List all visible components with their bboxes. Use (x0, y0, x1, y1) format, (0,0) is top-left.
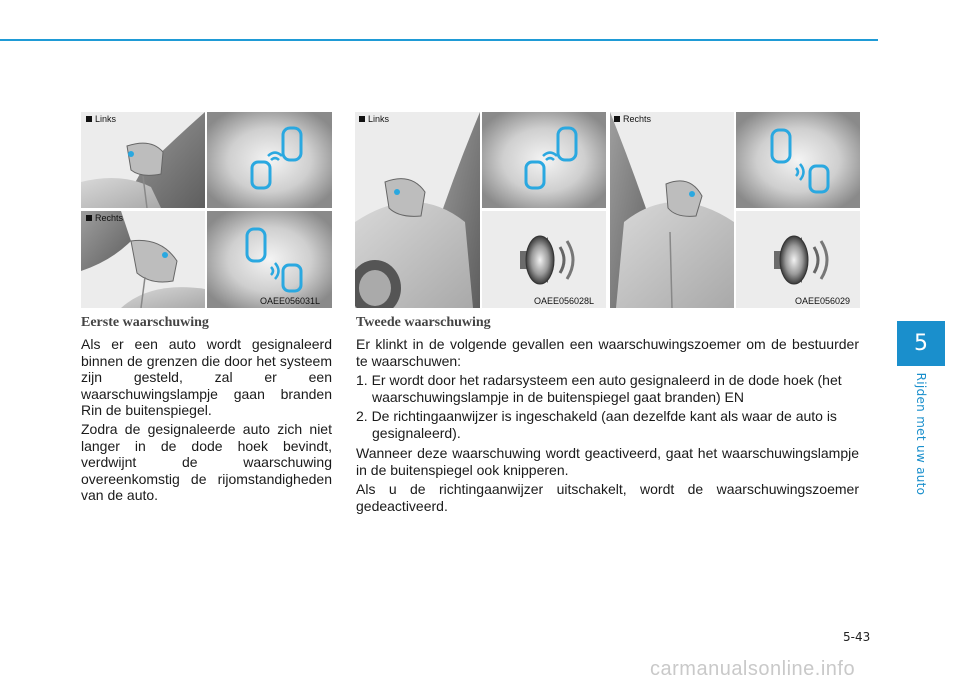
square-bullet-icon (614, 116, 620, 122)
figure-code-right: OAEE056029 (795, 296, 851, 306)
car-side-right-image (610, 112, 734, 308)
paragraph-second-last: Als u de richtingaanwijzer uitschakelt, wordt de waarschuwingszoemer gedeactiveerd. (356, 481, 859, 514)
radar-right-figure-image (736, 112, 860, 208)
paragraph-first-2: Zodra de gesignaleerde auto zich niet langer in de dode hoek bevindt, verdwijnt de waarschuwing overeenkomstig de rijomstandigheden van de auto. (81, 421, 332, 503)
page-number: 5-43 (843, 630, 871, 644)
paragraph-first-1: Als er een auto wordt gesignaleerd binnen de grenzen die door het systeem zijn gesteld, zal er een waarschuwingslampje gaan branden Rin de buitenspiegel. (81, 336, 332, 418)
radar-right-image (207, 211, 332, 308)
label-links-left: Links (86, 114, 116, 124)
speaker-right-image (736, 211, 860, 308)
label-links-middle: Links (359, 114, 389, 124)
car-side-left-image (355, 112, 480, 308)
square-bullet-icon (359, 116, 365, 122)
label-rechts-left: Rechts (86, 213, 123, 223)
list-item-2: 2. De richtingaanwijzer is ingeschakeld (aan dezelfde kant als waar de auto is gesignaleerd). (356, 408, 837, 441)
mirror-left-image (81, 112, 205, 208)
paragraph-second-intro: Er klinkt in de volgende gevallen een waarschuwingszoemer om de bestuurder te waarschuwen: (356, 336, 859, 369)
list-item-1: 1. Er wordt door het radarsysteem een auto gesignaleerd in de dode hoek (het waarschuwingslampje in de buitenspiegel gaat branden) EN (356, 372, 842, 405)
heading-second-warning: Tweede waarschuwing (356, 315, 491, 330)
square-bullet-icon (86, 116, 92, 122)
speaker-middle-image (482, 211, 606, 308)
mirror-right-image (81, 211, 205, 308)
watermark: carmanualsonline.info (650, 658, 856, 680)
square-bullet-icon (86, 215, 92, 221)
label-rechts-right: Rechts (614, 114, 651, 124)
figure-code-left: OAEE056031L (260, 296, 321, 306)
radar-left-image (207, 112, 332, 208)
paragraph-second-after: Wanneer deze waarschuwing wordt geactiveerd, gaat het waarschuwingslampje in de buitenspiegel ook knipperen. (356, 445, 859, 478)
chapter-number-tab: 5 (897, 321, 945, 366)
figure-code-middle: OAEE056028L (534, 296, 595, 306)
chapter-title-vertical: Rijden met uw auto (914, 372, 928, 496)
radar-middle-image (482, 112, 606, 208)
heading-first-warning: Eerste waarschuwing (81, 315, 209, 330)
top-rule (0, 39, 878, 41)
